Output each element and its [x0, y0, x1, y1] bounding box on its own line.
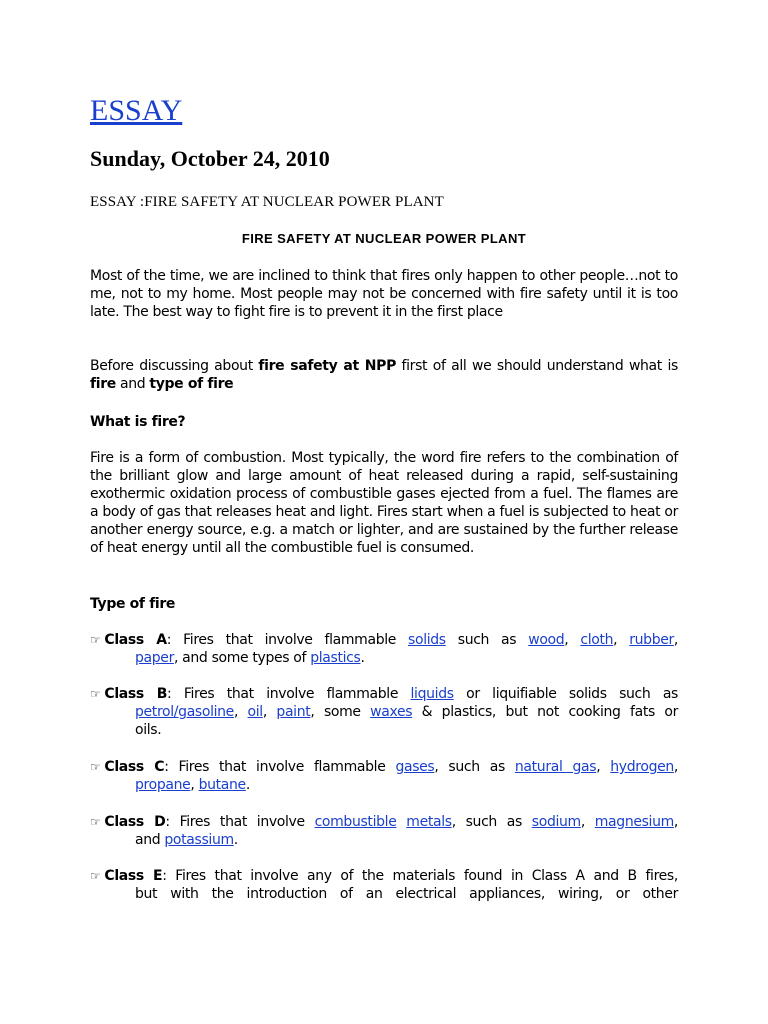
class-c-line-1	[90, 758, 678, 776]
link-hydrogen[interactable]: hydrogen	[610, 759, 674, 775]
fire-definition-text: Fire is a form of combustion. Most typically, the word fire refers to the combination of the brilliant glow and large amount of heat released during a rapid, self-sustaining exothermic oxidation process of combustible gases ejected from a fuel. The flames are a body of gas that releases heat and light. Fires start when a fuel is subjected to heat or another energy source, e.g. a match or lighter, and are sustained by the further release of heat energy until all the combustible fuel is consumed.	[90, 450, 678, 556]
link-plastics[interactable]: plastics	[310, 650, 361, 666]
class-e-line-1	[90, 867, 678, 885]
list-item-class-e	[90, 867, 678, 903]
class-d-label: Class D	[104, 814, 166, 830]
article-title: FIRE SAFETY AT NUCLEAR POWER PLANT	[241, 231, 527, 246]
pointing-hand-icon: ☞	[90, 815, 101, 829]
class-c-label: Class C	[104, 759, 165, 775]
link-rubber[interactable]: rubber	[629, 632, 674, 648]
class-b-line-3: oils.	[135, 722, 162, 738]
class-d-text	[396, 814, 406, 830]
before-bold-fire: fire	[90, 376, 116, 392]
list-item-class-d	[90, 813, 678, 849]
class-d-text: ,	[580, 814, 595, 830]
before-text	[90, 357, 678, 393]
class-c-text: ,	[190, 777, 199, 793]
link-solids[interactable]: solids	[408, 632, 446, 648]
class-d-text: , such as	[451, 814, 532, 830]
class-d-text: : Fires that involve	[165, 814, 315, 830]
pointing-hand-icon: ☞	[90, 869, 101, 883]
class-e-label: Class E	[104, 868, 163, 884]
class-d-line-2	[90, 831, 678, 849]
class-b-text: ,	[233, 704, 248, 720]
before-bold-npp: fire safety at NPP	[258, 358, 396, 374]
class-b-text: , some	[310, 704, 371, 720]
class-d-text: .	[233, 832, 238, 848]
link-metals[interactable]: metals	[406, 814, 452, 830]
link-wood[interactable]: wood	[528, 632, 565, 648]
post-title: ESSAY :FIRE SAFETY AT NUCLEAR POWER PLANT	[90, 194, 444, 210]
link-gases[interactable]: gases	[395, 759, 435, 775]
pointing-hand-icon: ☞	[90, 760, 101, 774]
class-a-line-2	[90, 649, 678, 667]
pointing-hand-icon: ☞	[90, 633, 101, 647]
class-c-text: : Fires that involve flammable	[164, 759, 396, 775]
before-text-3: and	[115, 376, 150, 392]
class-b-text: ,	[262, 704, 277, 720]
pointing-hand-icon: ☞	[90, 687, 101, 701]
link-petrol-gasoline[interactable]: petrol/gasoline	[135, 704, 234, 720]
list-item-class-c	[90, 758, 678, 794]
class-d-line-1	[90, 813, 678, 831]
class-a-text: , and some types of	[173, 650, 311, 666]
class-b-line-1	[90, 685, 678, 703]
link-liquids[interactable]: liquids	[410, 686, 454, 702]
class-c-line-2	[90, 776, 678, 794]
blog-title-link[interactable]: ESSAY	[90, 94, 183, 127]
class-a-text: ,	[564, 632, 581, 648]
link-natural-gas[interactable]: natural gas	[514, 759, 597, 775]
class-b-label: Class B	[104, 686, 168, 702]
class-a-text: .	[360, 650, 365, 666]
class-a-text: ,	[673, 632, 679, 648]
link-paint[interactable]: paint	[276, 704, 311, 720]
link-magnesium[interactable]: magnesium	[594, 814, 674, 830]
heading-what-is-fire: What is fire?	[90, 414, 186, 430]
class-b-text: : Fires that involve flammable	[167, 686, 411, 702]
before-paragraph	[90, 357, 678, 393]
class-c-text: , such as	[434, 759, 515, 775]
class-b-line-2	[90, 703, 678, 721]
link-sodium[interactable]: sodium	[531, 814, 581, 830]
class-a-text: ,	[613, 632, 630, 648]
class-a-line-1	[90, 631, 678, 649]
class-b-text: & plastics, but not cooking fats or	[412, 704, 679, 720]
link-combustible[interactable]: combustible	[314, 814, 397, 830]
link-butane[interactable]: butane	[198, 777, 246, 793]
class-c-text: .	[245, 777, 250, 793]
link-propane[interactable]: propane	[135, 777, 191, 793]
before-bold-type: type of fire	[149, 376, 234, 392]
class-b-text: or liquifiable solids such as	[453, 686, 679, 702]
class-e-text: : Fires that involve any of the materials found in Class A and B fires,	[162, 868, 678, 884]
class-c-text: ,	[673, 759, 679, 775]
link-potassium[interactable]: potassium	[164, 832, 234, 848]
class-a-text: : Fires that involve flammable	[166, 632, 409, 648]
class-d-text: and	[135, 832, 165, 848]
fire-definition-paragraph	[90, 449, 678, 557]
post-date: Sunday, October 24, 2010	[90, 146, 330, 171]
intro-text: Most of the time, we are inclined to think that fires only happen to other people…not to me, not to my home. Most people may not be concerned with fire safety until it is too late. The best way to fight fire is to prevent it in the first place	[90, 268, 678, 320]
class-a-text: such as	[445, 632, 529, 648]
list-item-class-a	[90, 631, 678, 667]
link-cloth[interactable]: cloth	[580, 632, 614, 648]
link-waxes[interactable]: waxes	[370, 704, 413, 720]
class-d-text: ,	[673, 814, 679, 830]
list-item-class-b	[90, 685, 678, 739]
link-oil[interactable]: oil	[247, 704, 263, 720]
class-c-text: ,	[596, 759, 611, 775]
heading-type-of-fire: Type of fire	[90, 596, 176, 612]
before-text-2: first of all we should understand what is	[395, 358, 678, 374]
class-e-line-2: but with the introduction of an electrical appliances, wiring, or other	[135, 886, 678, 902]
before-text-1: Before discussing about	[90, 358, 259, 374]
link-paper[interactable]: paper	[135, 650, 174, 666]
intro-paragraph	[90, 267, 678, 321]
class-a-label: Class A	[104, 632, 167, 648]
